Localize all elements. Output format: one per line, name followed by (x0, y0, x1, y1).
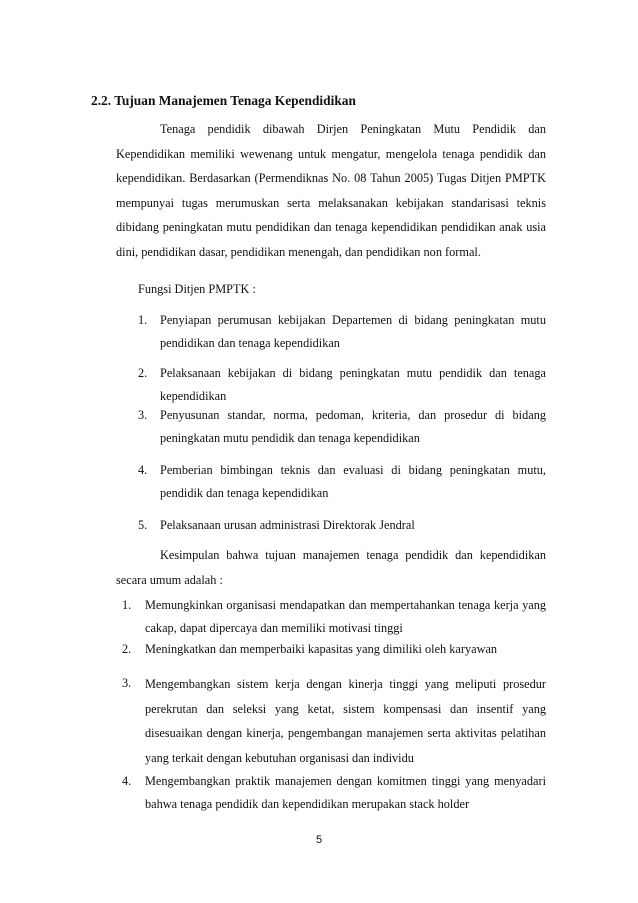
list-text: Pemberian bimbingan teknis dan evaluasi di bidang peningkatan mutu, pendidik dan tenaga kependidikan (160, 463, 546, 500)
list-item (122, 672, 546, 770)
conclusion-paragraph: Kesimpulan bahwa tujuan manajemen tenaga pendidik dan kependidikan secara umum adalah : (116, 548, 546, 587)
list-item (138, 514, 546, 537)
list-text: Meningkatkan dan memperbaiki kapasitas yang dimiliki oleh karyawan (145, 642, 498, 656)
list-number: 2. (138, 366, 148, 380)
list-number: 5. (138, 518, 148, 532)
list-text: Penyiapan perumusan kebijakan Departemen di bidang peningkatan mutu pendidikan dan tenaga kependidikan (160, 313, 546, 350)
list-number: 4. (122, 774, 132, 788)
list-number: 4. (138, 463, 148, 477)
section-heading: 2.2. Tujuan Manajemen Tenaga Kependidikan (91, 93, 356, 108)
list-text: Memungkinkan organisasi mendapatkan dan mempertahankan tenaga kerja yang cakap, dapat dipercaya dan memiliki motivasi tinggi (145, 598, 546, 635)
list-item (138, 404, 546, 450)
list-number: 3. (138, 408, 148, 422)
list-item (138, 362, 546, 408)
list-number: 1. (122, 598, 132, 612)
intro-paragraph: Tenaga pendidik dibawah Dirjen Peningkatan Mutu Pendidik dan Kependidikan memiliki wewenang untuk mengatur, mengelola tenaga pendidik dan kependidikan. Berdasarkan (Permendiknas No. 08 Tahun 2005) Tugas Ditjen PMPTK mempunyai tugas merumuskan serta melaksanakan kebijakan standarisasi teknis dibidang peningkatan mutu pendidikan dan tenaga kependidikan pendidikan anak usia dini, pendidikan dasar, pendidikan menengah, dan pendidikan non formal. (116, 122, 546, 259)
list-number: 2. (122, 642, 132, 656)
list-text: Pelaksanaan urusan administrasi Direktorak Jendral (160, 518, 415, 532)
list-item (122, 594, 546, 640)
list-number: 3. (122, 676, 132, 690)
list-text: Mengembangkan praktik manajemen dengan komitmen tinggi yang menyadari bahwa tenaga pendidik dan kependidikan merupakan stack holder (145, 774, 546, 811)
list-item (122, 770, 546, 816)
list-number: 1. (138, 313, 148, 327)
page-number: 5 (315, 834, 323, 846)
fungsi-title: Fungsi Ditjen PMPTK : (138, 282, 256, 296)
list-text: Penyusunan standar, norma, pedoman, kriteria, dan prosedur di bidang peningkatan mutu pendidik dan tenaga kependidikan (160, 408, 546, 445)
list-text: Mengembangkan sistem kerja dengan kinerja tinggi yang meliputi prosedur perekrutan dan seleksi yang ketat, sistem kompensasi dan insentif yang disesuaikan dengan kinerja, pengembangan manajemen serta aktivitas pelatihan yang terkait dengan kebutuhan organisasi dan individu (145, 677, 546, 765)
list-item (138, 309, 546, 355)
list-item (138, 459, 546, 505)
list-text: Pelaksanaan kebijakan di bidang peningkatan mutu pendidik dan tenaga kependidikan (160, 366, 546, 403)
list-item (122, 638, 546, 661)
